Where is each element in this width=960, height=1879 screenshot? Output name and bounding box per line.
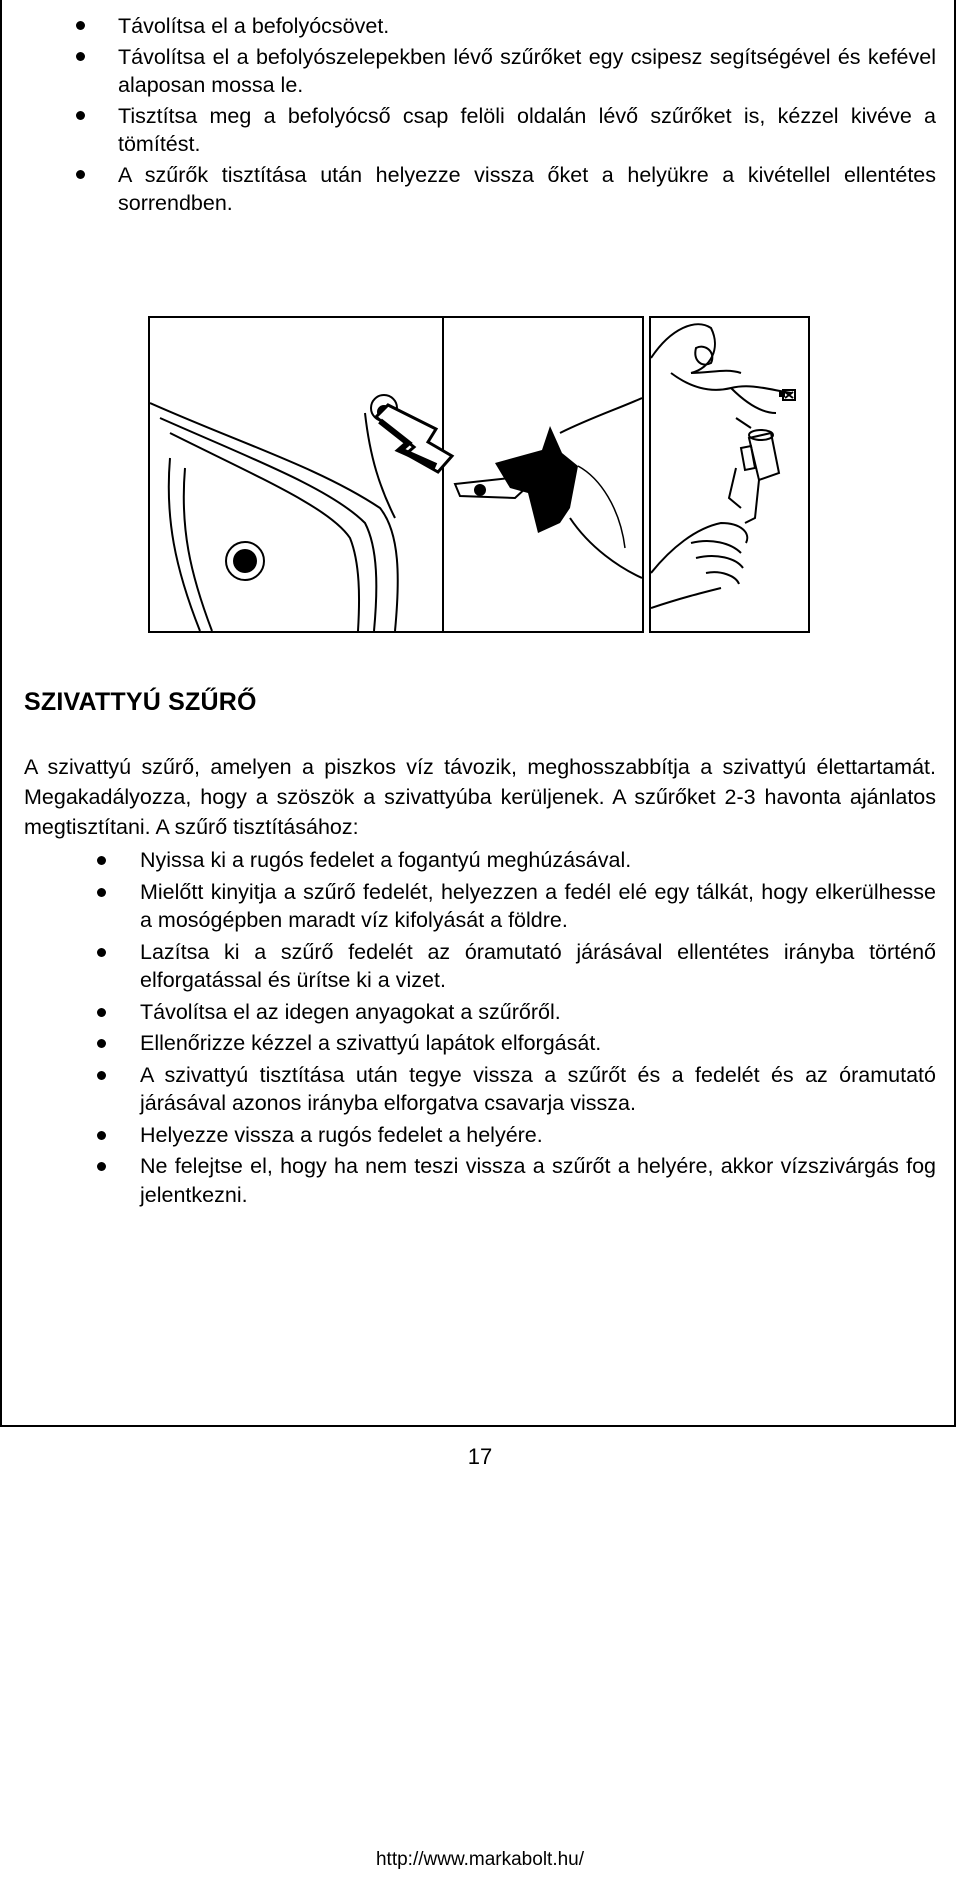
bullet-icon	[97, 1008, 106, 1017]
list-item: Helyezze vissza a rugós fedelet a helyére.	[140, 1121, 936, 1150]
bullet-icon	[97, 948, 106, 957]
intro-paragraph	[24, 752, 936, 842]
steps-bullet-list	[140, 846, 936, 1212]
list-item: Ne felejtse el, hogy ha nem teszi vissza a szűrőt a helyére, akkor vízszivárgás fog jelentkezni.	[140, 1152, 936, 1209]
list-item: Mielőtt kinyitja a szűrő fedelét, helyezzen a fedél elé egy tálkát, hogy elkerülhesse a mosógépben maradt víz kifolyását a földre.	[140, 878, 936, 935]
bullet-icon	[76, 111, 85, 120]
intro-text: A szivattyú szűrő, amelyen a piszkos víz távozik, meghosszabbítja a szivattyú élettartamát. Megakadályozza, hogy a szöszök a szivattyúba kerüljenek. A szűrőket 2-3 havonta ajánlatos megtisztítani. A szűrő tisztításához:	[24, 755, 936, 839]
list-item: Távolítsa el a befolyócsövet.	[118, 12, 936, 41]
bullet-icon	[97, 1071, 106, 1080]
bullet-icon	[76, 21, 85, 30]
list-item: Ellenőrizze kézzel a szivattyú lapátok elforgását.	[140, 1029, 936, 1058]
list-item: A szivattyú tisztítása után tegye vissza a szűrőt és a fedelét és az óramutató járásával azonos irányba elforgatva csavarja vissza.	[140, 1061, 936, 1118]
filter-drawing	[651, 318, 808, 631]
list-item: Nyissa ki a rugós fedelet a fogantyú meghúzásával.	[140, 846, 936, 875]
list-item: Lazítsa ki a szűrő fedelét az óramutató járásával ellentétes irányba történő elforgatással és ürítse ki a vizet.	[140, 938, 936, 995]
bullet-icon	[97, 1131, 106, 1140]
bullet-icon	[97, 888, 106, 897]
section-title: SZIVATTYÚ SZŰRŐ	[24, 688, 257, 716]
washer-illustration	[148, 316, 644, 633]
bullet-icon	[97, 1039, 106, 1048]
washer-drawing	[150, 318, 642, 631]
top-bullet-list	[118, 12, 936, 220]
bullet-icon	[97, 856, 106, 865]
bullet-icon	[76, 170, 85, 179]
list-item: Tisztítsa meg a befolyócső csap felöli oldalán lévő szűrőket is, kézzel kivéve a tömítést.	[118, 102, 936, 159]
footer-url[interactable]: http://www.markabolt.hu/	[375, 1849, 585, 1870]
bullet-icon	[97, 1162, 106, 1171]
list-item: Távolítsa el az idegen anyagokat a szűrőről.	[140, 998, 936, 1027]
list-item: A szűrők tisztítása után helyezze vissza őket a helyükre a kivétellel ellentétes sorrendben.	[118, 161, 936, 218]
bullet-icon	[76, 52, 85, 61]
list-item: Távolítsa el a befolyószelepekben lévő szűrőket egy csipesz segítségével és kefével alaposan mossa le.	[118, 43, 936, 100]
page-number: 17	[467, 1444, 493, 1469]
filter-illustration	[649, 316, 810, 633]
